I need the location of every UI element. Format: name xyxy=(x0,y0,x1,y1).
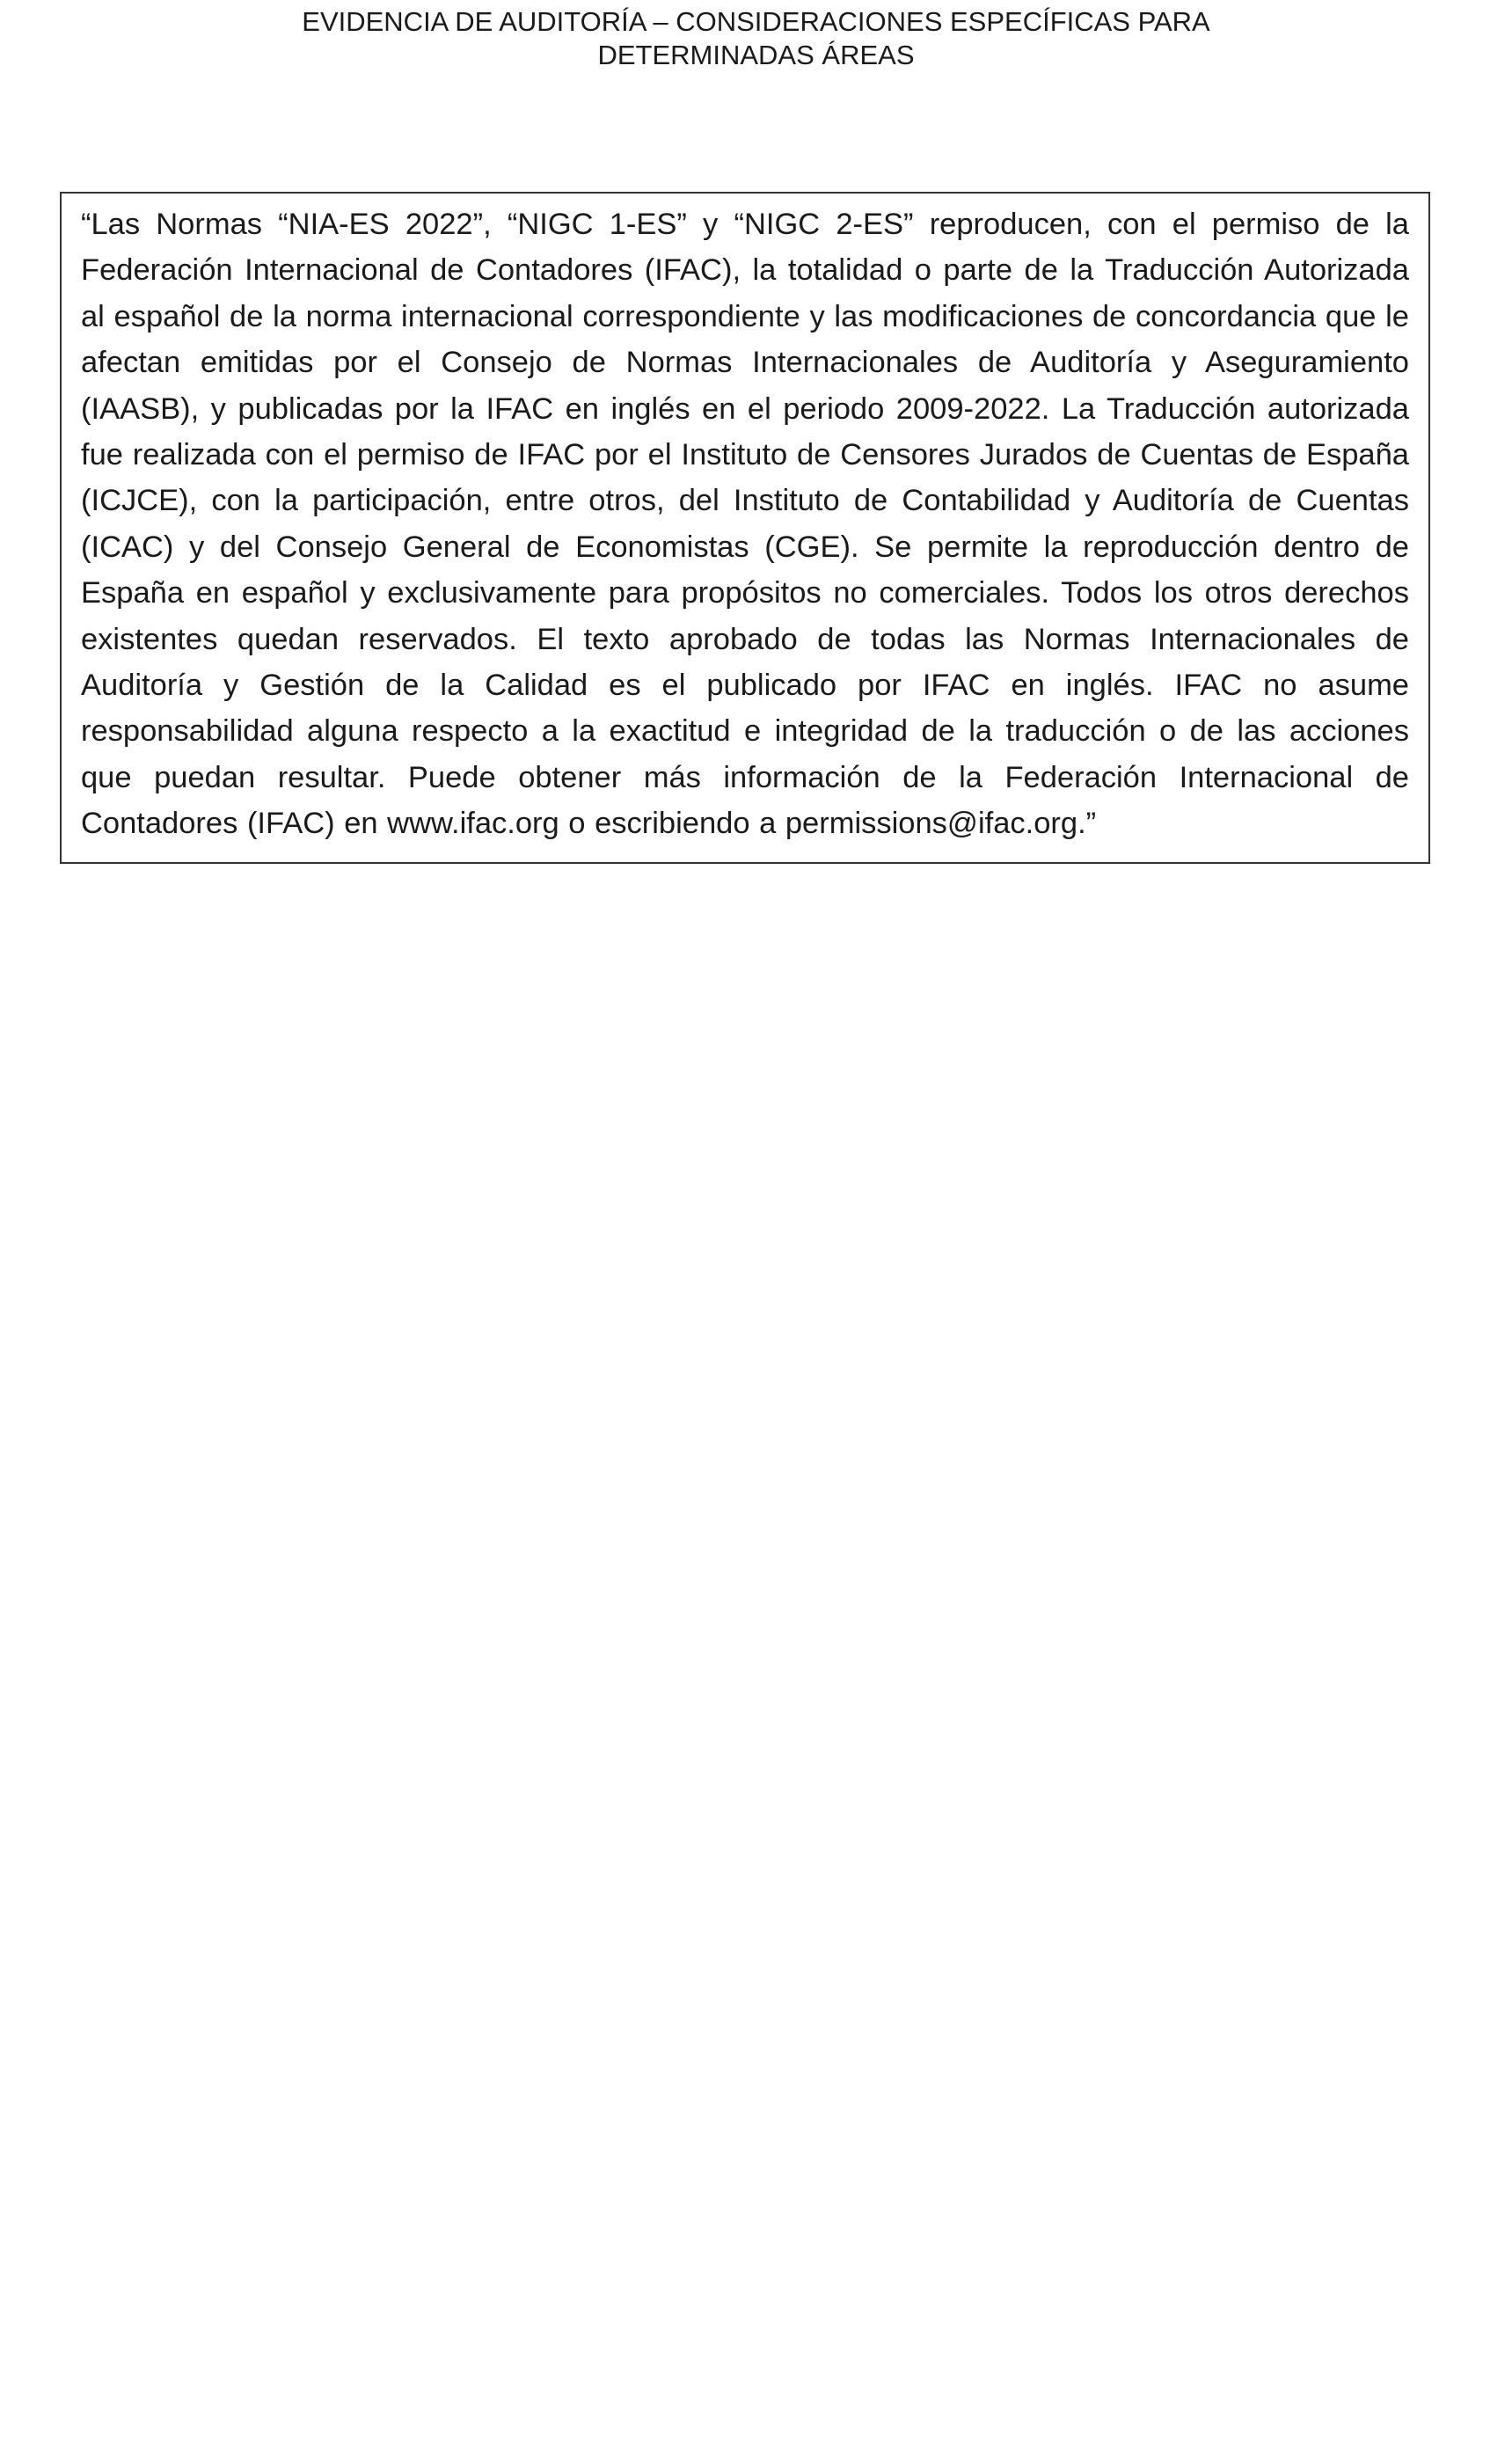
page-header xyxy=(0,5,1512,72)
copyright-notice-text: “Las Normas “NIA-ES 2022”, “NIGC 1-ES” y “NIGC 2-ES” reproducen, con el permiso de la Federación Internacional de Contadores (IFAC), la totalidad o parte de la Traducción Autorizada al español de la norma internacional correspondiente y las modificaciones de concordancia que le afectan emitidas por el Consejo de Normas Internacionales de Auditoría y Aseguramiento (IAASB), y publicadas por la IFAC en inglés en el periodo 2009-2022. La Traducción autorizada fue realizada con el permiso de IFAC por el Instituto de Censores Jurados de Cuentas de España (ICJCE), con la participación, entre otros, del Instituto de Contabilidad y Auditoría de Cuentas (ICAC) y del Consejo General de Economistas (CGE). Se permite la reproducción dentro de España en español y exclusivamente para propósitos no comerciales. Todos los otros derechos existentes quedan reservados. El texto aprobado de todas las Normas Internacionales de Auditoría y Gestión de la Calidad es el publicado por IFAC en inglés. IFAC no asume responsabilidad alguna respecto a la exactitud e integridad de la traducción o de las acciones que puedan resultar. Puede obtener más información de la Federación Internacional de Contadores (IFAC) en www.ifac.org o escribiendo a permissions@ifac.org.” xyxy=(81,208,1409,841)
page-header-line-1: EVIDENCIA DE AUDITORÍA – CONSIDERACIONES ESPECÍFICAS PARA xyxy=(302,6,1210,37)
page-header-line-2: DETERMINADAS ÁREAS xyxy=(597,40,915,70)
copyright-notice-box xyxy=(60,192,1430,864)
